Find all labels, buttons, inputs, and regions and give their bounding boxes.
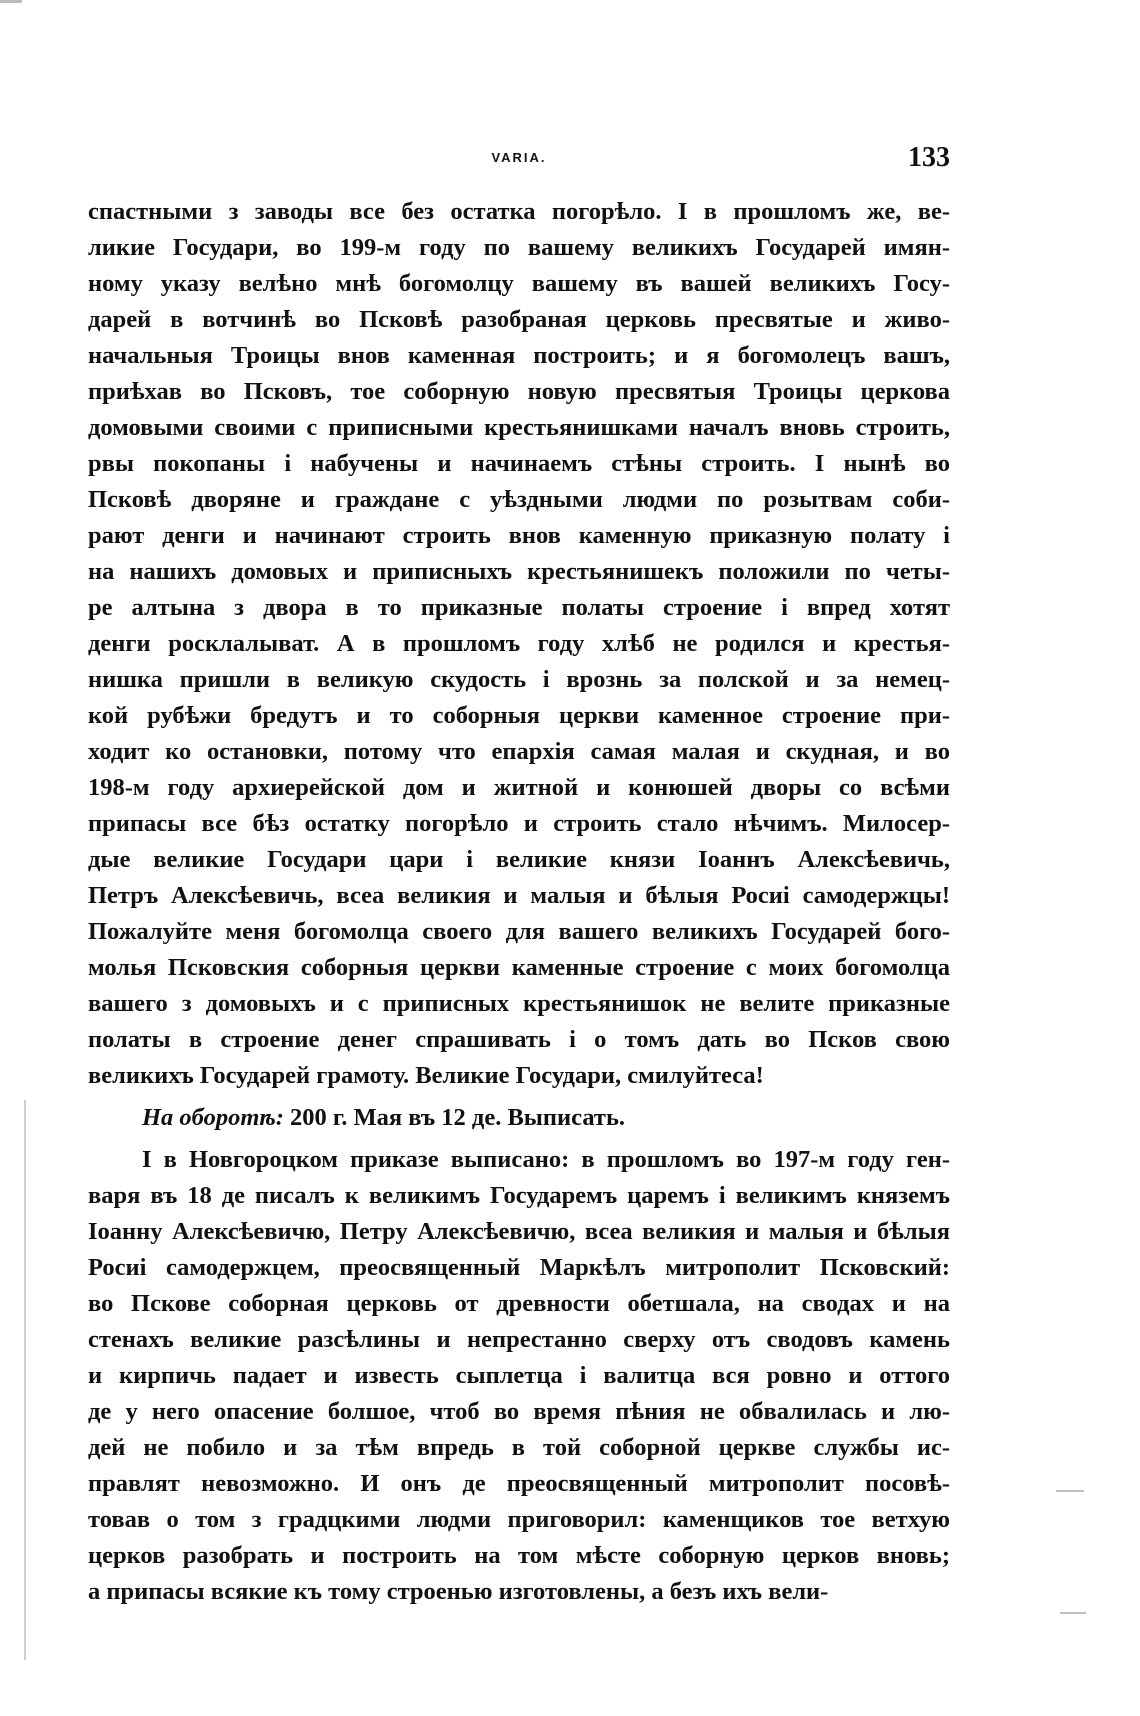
text-line: на нашихъ домовых и приписныхъ крестьянишекъ положили по четы- (88, 558, 950, 585)
text-line: спастными з заводы все без остатка погорѣло. I в прошломъ же, ве- (88, 198, 950, 225)
extract-paragraph (88, 1142, 950, 1610)
text-line: товав о том з градцкими людми приговорил: каменщиков тое ветхую (88, 1506, 950, 1533)
text-line: де у него опасение болшое, чтоб во время пѣния не обвалилась и лю- (88, 1398, 950, 1425)
text-line: I в Новгороцком приказе выписано: в прошломъ во 197-м году ген- (142, 1146, 950, 1173)
text-line: приѣхав во Псковъ, тое соборную новую пресвятыя Троицы церкова (88, 378, 950, 405)
body-text (88, 194, 950, 1610)
text-line: а припасы всякие къ тому строенью изготовлены, а безъ ихъ вели- (88, 1578, 829, 1605)
page-edge-shadow (24, 1100, 26, 1660)
page-number: 133 (908, 142, 950, 173)
text-line: стенахъ великие разсѣлины и непрестанно сверху отъ сводовъ камень (88, 1326, 950, 1353)
text-line: кой рубѣжи бредутъ и то соборныя церкви каменное строение при- (88, 702, 950, 729)
text-line: 198-м году архиерейской дом и житной и конюшей дворы со всѣми (88, 774, 950, 801)
text-line: церков разобрать и построить на том мѣсте соборную церков вновь; (88, 1542, 950, 1569)
text-line: ходит ко остановки, потому что епархія самая малая и скудная, и во (88, 738, 950, 765)
text-line: дые великие Государи цари і великие князи Іоаннъ Алексѣевичь, (88, 846, 950, 873)
endorsement-label: На оборотѣ: (142, 1104, 284, 1131)
text-line: Росиі самодержцем, преосвященный Маркѣлъ митрополит Псковский: (88, 1254, 950, 1281)
text-line: ному указу велѣно мнѣ богомолцу вашему въ вашей великихъ Госу- (88, 270, 950, 297)
scan-mark (1056, 1490, 1084, 1492)
text-line: Псковѣ дворяне и граждане с уѣздными людми по розытвам соби- (88, 486, 950, 513)
text-line: во Пскове соборная церковь от древности обетшала, на сводах и на (88, 1290, 950, 1317)
running-title: VARIA. (491, 150, 547, 165)
petition-paragraph (88, 194, 950, 1094)
text-line: полаты в строение денег спрашивать і о томъ дать во Псков свою (88, 1026, 950, 1053)
text-line: денги росклалыват. А в прошломъ году хлѣб не родился и крестья- (88, 630, 950, 657)
text-line: припасы все бѣз остатку погорѣло и строить стало нѣчимъ. Милосер- (88, 810, 950, 837)
text-line: рают денги и начинают строить внов каменную приказную полату і (88, 522, 950, 549)
text-line: варя въ 18 де писалъ к великимъ Государемъ царемъ і великимъ княземъ (88, 1182, 950, 1209)
page-header (88, 142, 950, 182)
text-line: молья Псковския соборныя церкви каменные строение с моих богомолца (88, 954, 950, 981)
endorsement-text: 200 г. Мая въ 12 де. Выписать. (283, 1104, 626, 1131)
text-line: Іоанну Алексѣевичю, Петру Алексѣевичю, всеа великия и малыя и бѣлыя (88, 1218, 950, 1245)
text-line: ликие Государи, во 199-м году по вашему великихъ Государей имян- (88, 234, 950, 261)
text-line: начальныя Троицы внов каменная построить; и я богомолецъ вашъ, (88, 342, 950, 369)
text-line: нишка пришли в великую скудость і врознь за полской и за немец- (88, 666, 950, 693)
text-line: ре алтына з двора в то приказные полаты строение і впред хотят (88, 594, 950, 621)
text-line: домовыми своими с приписными крестьянишками началъ вновь строить, (88, 414, 950, 441)
endorsement-line (88, 1100, 950, 1136)
text-line: вашего з домовыхъ и с приписных крестьянишок не велите приказные (88, 990, 950, 1017)
scan-mark (1060, 1612, 1086, 1614)
text-line: правлят невозможно. И онъ де преосвященный митрополит посовѣ- (88, 1470, 950, 1497)
text-line: дарей в вотчинѣ во Псковѣ разобраная церковь пресвятые и живо- (88, 306, 950, 333)
scan-mark (0, 0, 22, 3)
text-line: рвы покопаны і набучены и начинаемъ стѣны строить. I нынѣ во (88, 450, 950, 477)
text-line: Пожалуйте меня богомолца своего для вашего великихъ Государей бого- (88, 918, 950, 945)
text-line: Петръ Алексѣевичь, всеа великия и малыя и бѣлыя Росиі самодержцы! (88, 882, 950, 909)
text-line: дей не побило и за тѣм впредь в той соборной церкве службы ис- (88, 1434, 950, 1461)
text-line: и кирпичь падает и известь сыплетца і валитца вся ровно и оттого (88, 1362, 950, 1389)
text-line: великихъ Государей грамоту. Великие Государи, смилуйтеса! (88, 1062, 764, 1089)
